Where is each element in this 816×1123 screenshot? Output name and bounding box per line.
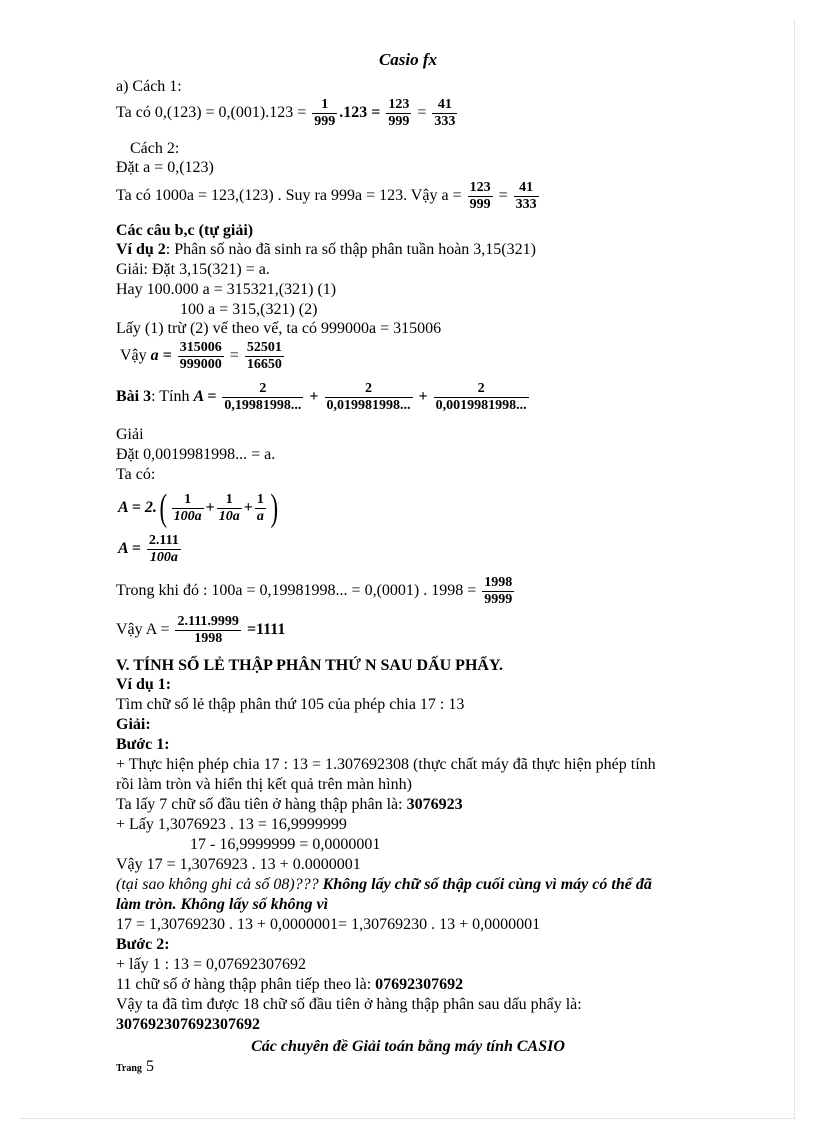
line-cach2: Cách 2: [130, 140, 180, 157]
line-17-minus: 17 - 16,9999999 = 0,0000001 [190, 836, 381, 853]
fraction: $\frac{1}{10a}$ [218, 491, 240, 524]
fraction: $\frac{1}{999}$ [314, 97, 336, 129]
fraction: $\frac{1998}{9999}$ [484, 575, 513, 607]
line-vidu1: Ví dụ 1: [116, 676, 172, 693]
line-buoc1: Bước 1: [116, 736, 170, 753]
line-vidu2: Ví dụ 2: Phân số nào đã sinh ra số thập phân tuần hoàn 3,15(321) [116, 241, 536, 258]
line-vay-18: Vậy ta đã tìm được 18 chữ số đầu tiên ở hàng thập phân sau dấu phẩy là: [116, 996, 582, 1013]
line-lay-13076923: + Lấy 1,3076923 . 13 = 16,9999999 [116, 816, 347, 833]
line-cau-bc: Các câu b,c (tự giải) [116, 222, 254, 239]
fraction: $\frac{41}{333}$ [515, 180, 537, 212]
line-giai-dat: Giải: Đặt 3,15(321) = a. [116, 261, 270, 278]
line-lay-1-2: Lấy (1) trừ (2) vế theo vế, ta có 999000a = 315006 [116, 320, 442, 337]
fraction: $\frac{315006}{999000}$ [179, 340, 222, 372]
page-edge-bottom [20, 1118, 796, 1119]
line-ta-co: Ta có: [116, 466, 156, 483]
line-giai: Giải [116, 426, 144, 443]
line-vay-a: Vậy a = $\frac{315006}{999000}$ = $\frac{52501}{16650}$ [120, 340, 282, 372]
fraction: $\frac{1}{100a}$ [173, 491, 202, 524]
fraction: $\frac{123}{999}$ [388, 97, 410, 129]
page-title: Casio fx [378, 50, 438, 69]
line-lay-1-13: + lấy 1 : 13 = 0,07692307692 [116, 956, 307, 973]
line-vay-17: Vậy 17 = 1,3076923 . 13 + 0.0000001 [116, 856, 361, 873]
fraction: $\frac{2}{0,0019981998...}$ [435, 381, 527, 413]
fraction: $\frac{123}{999}$ [469, 180, 491, 212]
line-roi-lam-tron: rồi làm tròn và hiển thị kết quả trên màn hình) [116, 776, 412, 793]
line-trong-khi-do: Trong khi đó : 100a = 0,19981998... = 0,(0001) . 1998 = $\frac{1998}{9999}$ [116, 575, 513, 607]
line-vay-A-1111: Vậy A = $\frac{2.111.9999}{1998}$ =1111 [116, 614, 286, 646]
line-ta-lay-7: Ta lấy 7 chữ số đầu tiên ở hàng thập phân là: 3076923 [116, 796, 463, 813]
line-dat-a: Đặt a = 0,(123) [116, 159, 214, 176]
line-1000a: Ta có 1000a = 123,(123) . Suy ra 999a = 123. Vậy a = $\frac{123}{999}$ = $\frac{41}{333}$ [116, 180, 537, 212]
line-buoc2: Bước 2: [116, 936, 170, 953]
line-formula-A: A = 2.( $\frac{1}{100a}$ + $\frac{1}{10a}$ + $\frac{1}{a}$ ) [118, 487, 278, 530]
line-dat-0019: Đặt 0,0019981998... = a. [116, 446, 276, 463]
line-tim-chu-so: Tìm chữ số lẻ thập phân thứ 105 của phép chia 17 : 13 [116, 696, 465, 713]
line-example-a: Ta có 0,(123) = 0,(001).123 = $\frac{1}{999}$ .123 = $\frac{123}{999}$ = $\frac{41}{333}$ [116, 97, 456, 129]
line-thuc-hien: + Thực hiện phép chia 17 : 13 = 1.307692308 (thực chất máy đã thực hiện phép tính [116, 756, 656, 773]
fraction: $\frac{2}{0,019981998...}$ [326, 381, 411, 413]
line-giai-b: Giải: [116, 716, 151, 733]
line-bai3: Bài 3: Tính A = $\frac{2}{0,19981998...}$ + $\frac{2}{0,019981998...}$ + $\frac{2}{0,0019981998...}$ [116, 381, 527, 413]
fraction: $\frac{2}{0,19981998...}$ [224, 381, 302, 413]
line-result: 307692307692307692 [116, 1016, 260, 1033]
line-tai-sao: (tại sao không ghi cả số 08)??? Không lấy chữ số thập cuối cùng vì máy có thể đã [116, 876, 652, 893]
line-cach1: a) Cách 1: [116, 78, 182, 95]
line-11-chu-so: 11 chữ số ở hàng thập phân tiếp theo là: 07692307692 [116, 976, 464, 993]
fraction: $\frac{2.111.9999}{1998}$ [177, 614, 239, 646]
line-hay: Hay 100.000 a = 315321,(321) (1) [116, 281, 337, 298]
page-edge-right [794, 20, 795, 1118]
fraction: $\frac{41}{333}$ [434, 97, 456, 129]
fraction: $\frac{52501}{16650}$ [246, 340, 282, 372]
section-heading-v: V. TÍNH SỐ LẺ THẬP PHÂN THỨ N SAU DẤU PHẨY. [116, 657, 504, 674]
line-A-2111: A = $\frac{2.111}{100a}$ [118, 533, 179, 565]
line-100a: 100 a = 315,(321) (2) [180, 301, 318, 318]
footer-title: Các chuyên đề Giải toán bằng máy tính CASIO [251, 1038, 565, 1055]
line-17-equals: 17 = 1,30769230 . 13 + 0,0000001= 1,30769230 . 13 + 0,0000001 [116, 916, 541, 933]
fraction: $\frac{2.111}{100a}$ [148, 533, 179, 565]
line-lam-tron: làm tròn. Không lấy số không vì [116, 896, 329, 913]
fraction: $\frac{1}{a}$ [256, 491, 264, 524]
page-number: Trang 5 [116, 1058, 154, 1075]
